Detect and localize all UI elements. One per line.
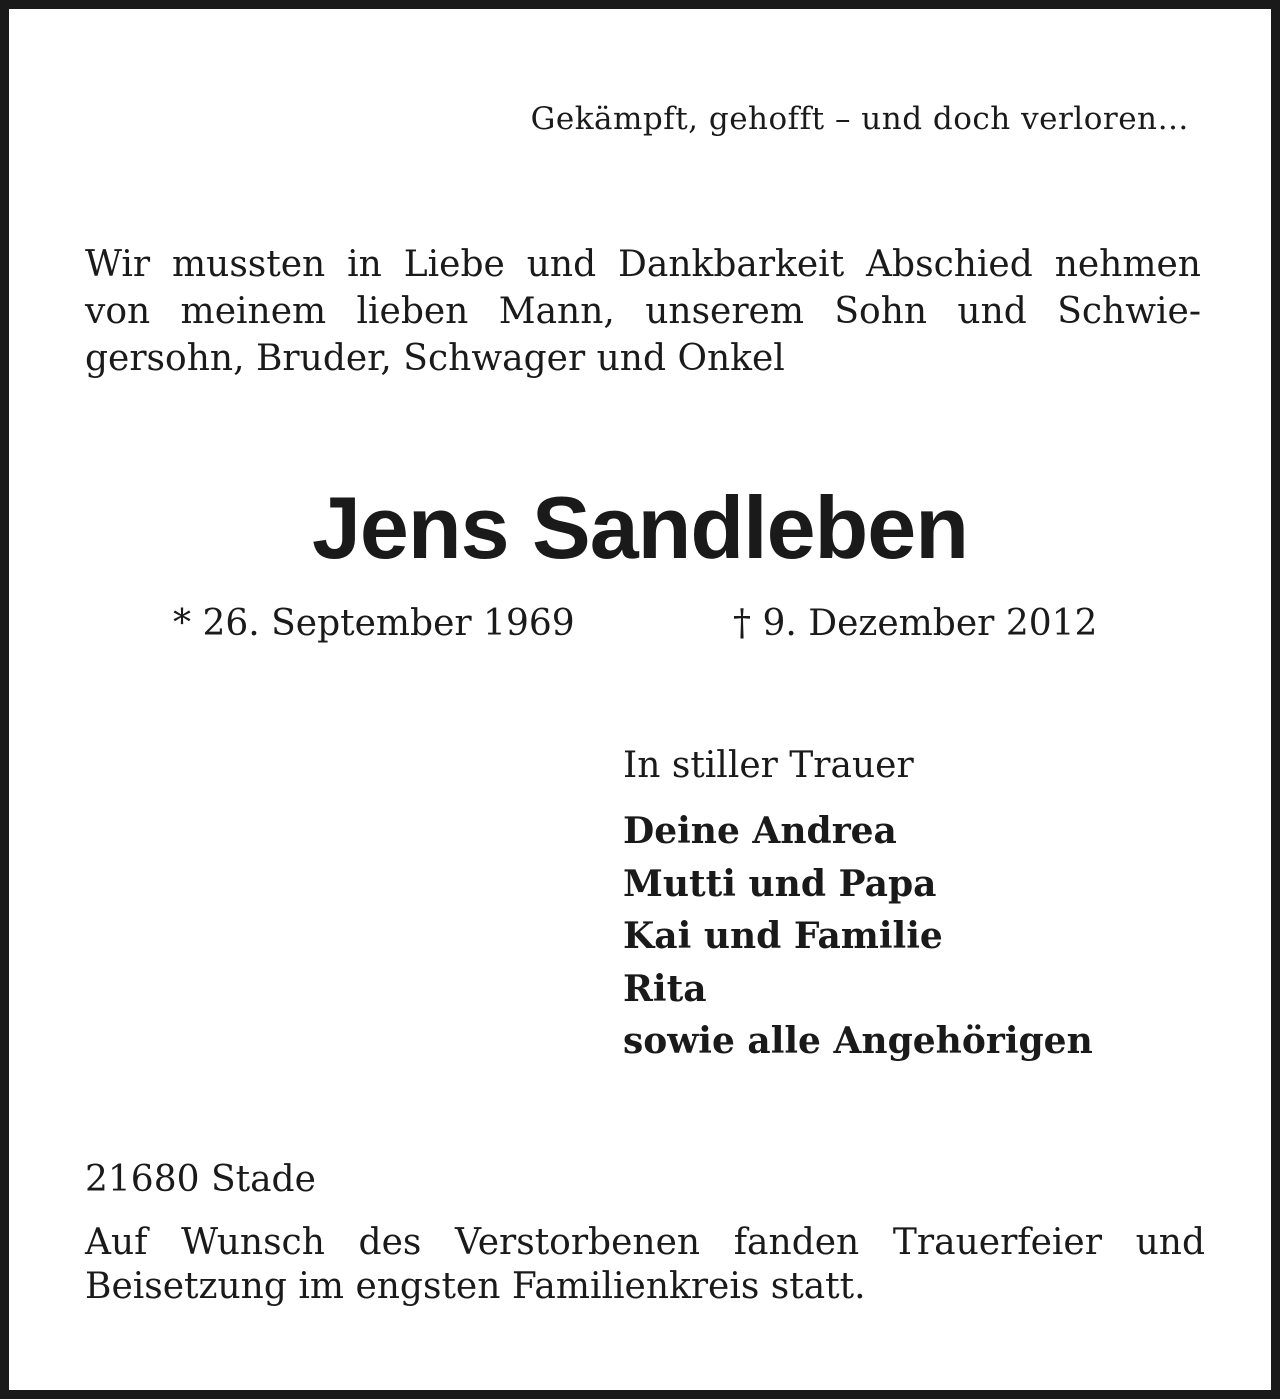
mourner-item: Mutti und Papa bbox=[623, 862, 937, 905]
mourners-list bbox=[623, 805, 1093, 1068]
deceased-name: Jens Sandleben bbox=[311, 478, 968, 577]
intro-line: Wir mussten in Liebe und Dankbarkeit Abschied nehmen bbox=[85, 244, 1201, 285]
mourner-item: Deine Andrea bbox=[623, 810, 897, 852]
closing-line: Auf Wunsch des Verstorbenen fanden Trauerfeier und bbox=[85, 1222, 1205, 1263]
intro-paragraph bbox=[85, 241, 1201, 382]
intro-line: von meinem lieben Mann, unserem Sohn und Schwie- bbox=[85, 291, 1201, 332]
motto-text: Gekämpft, gehofft – und doch verloren… bbox=[530, 101, 1189, 137]
place-text: 21680 Stade bbox=[85, 1159, 316, 1200]
mourner-item: Kai und Familie bbox=[623, 915, 943, 957]
mourning-line: In stiller Trauer bbox=[623, 745, 914, 786]
mourner-item: sowie alle Angehörigen bbox=[623, 1020, 1093, 1062]
closing-line: Beisetzung im engsten Familienkreis statt. bbox=[85, 1266, 866, 1307]
birth-date: * 26. September 1969 bbox=[173, 603, 575, 644]
intro-line: gersohn, Bruder, Schwager und Onkel bbox=[85, 338, 785, 379]
mourner-item: Rita bbox=[623, 967, 707, 1010]
death-date: † 9. Dezember 2012 bbox=[733, 603, 1098, 644]
closing-paragraph bbox=[85, 1221, 1205, 1309]
